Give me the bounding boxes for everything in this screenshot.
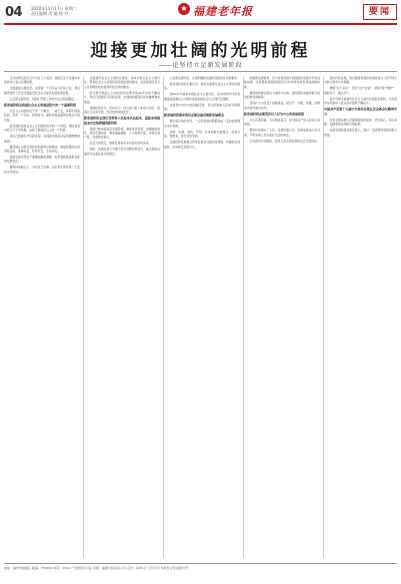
- article-paragraph: 同时，我国发展不平衡不充分问题仍然突出，重点领域关键环节改革任务仍然艰巨。: [84, 147, 160, 156]
- article-paragraph: 新发展阶段是社会主义初级阶段中的一个阶段，同时是其中经过几十年积累、站到了新的起点上的一个阶段。: [4, 123, 80, 133]
- article-column-1: [4, 76, 80, 558]
- article-paragraph: 创新、协调、绿色、开放、共享的新发展理念，是管全局、管根本、管长远的导向。: [164, 129, 240, 139]
- page-number: 04: [5, 5, 23, 20]
- paper-emblem-icon: ★: [178, 3, 190, 15]
- article-paragraph: 要加快构建以国内大循环为主体、国内国际双循环相互促进的新发展格局。: [244, 90, 320, 100]
- article-paragraph: 我国经济实力、科技实力、综合国力跃上新的大台阶，经济运行总体平稳，经济结构持续优化。: [84, 105, 160, 115]
- paper-name: 福建老年报: [193, 5, 253, 18]
- section-tag: 要闻: [363, 4, 397, 20]
- subheadline: ——论坚持立足新发展阶段: [158, 62, 243, 69]
- article-paragraph: 新发展阶段的主要任务，就是全面建设社会主义现代化国家。: [164, 82, 240, 91]
- footer-text: 地址：福州市鼓楼区 邮编：350001 电话：0591 广告经营许可证 印刷：福建日报印务公司 定价：每份1元 全年订价 本报发行部 邮发代号: [4, 566, 189, 570]
- editor-line: 责任编辑 美 编 校 对: [31, 11, 69, 16]
- article-paragraph: 我们已经拥有开启新征程、实现新的更高目标的雄厚物质基础。: [4, 134, 80, 143]
- article-paragraph: 全党全国各族人民要紧密团结起来，坚定信心、同心同德，迎接更加壮阔的光明前程。: [324, 117, 397, 127]
- article-subheading: 新发展阶段是我国社会主义发展进程中的一个重要阶段: [4, 102, 77, 107]
- article-paragraph: 扎实推动共同富裕，促进人的全面发展和社会全面进步。: [249, 138, 320, 143]
- article-paragraph: 要保持战略定力，办好自己的事，在危机中育先机、于变局中开新局。: [4, 165, 80, 174]
- article-paragraph: 必须把新发展理念贯穿发展全过程和各领域，构建新发展格局，切实转变发展方式。: [164, 140, 240, 149]
- article-paragraph: 要坚持发展为了人民、发展依靠人民、发展成果由人民共享，不断实现人民对美好生活的向往。: [244, 128, 320, 137]
- article-paragraph: 我国已转向高质量发展阶段，制度优势显著，治理效能提升，经济长期向好，物质基础雄厚，人力资源丰富，市场空间广阔，发展韧性强大。: [84, 126, 160, 140]
- article-paragraph: 社会主义初级阶段不是一个静态、一成不变、停滞不前的阶段，而是一个动态、积极有为、始终洋溢着蓬勃生机活力的过程。: [4, 108, 80, 122]
- article-paragraph: 构建新发展格局，是与时俱进提升我国经济发展水平的战略抉择，也是塑造我国国际经济合作和竞争新优势的战略抉择。: [244, 76, 320, 89]
- date-line: 2020年11月17日 星期二: [31, 6, 77, 11]
- article-paragraph: 经过新中国成立以来特别是改革开放40多年的不懈奋斗，我们已经拥有开启新征程、实现新的更高目标的雄厚物质基础。: [84, 90, 160, 104]
- article-paragraph: 立足新发展阶段，是我们开展工作的出发点和落脚点。: [9, 96, 77, 101]
- article-paragraph: 在新发展阶段的新征程上，我们一定能够创造新的更大奇迹。: [324, 128, 397, 137]
- date-info: [31, 6, 77, 16]
- footer: [4, 566, 397, 570]
- article-paragraph: 立足新发展阶段，必须把握新发展阶段的新任务新要求。: [169, 76, 240, 80]
- article-paragraph: 要深刻认识新发展阶段的新特征新要求，增强机遇意识和风险意识，准确识变、科学应变、主动求变。: [4, 144, 80, 153]
- article-paragraph: 新时代新征程，我们要更加紧密地团结在以习近平同志为核心的党中央周围。: [324, 76, 397, 85]
- article-paragraph: 全面建设社会主义现代化国家、基本实现社会主义现代化，既是社会主义初级阶段我国发展的要求，也是我国社会主义从初级阶段向更高阶段迈进的要求。: [84, 76, 160, 89]
- masthead: [0, 0, 401, 26]
- article-paragraph: 理念是行动的先导，一定的发展实践都是由一定的发展理念来引领的。: [164, 119, 240, 128]
- footer-rule: [4, 563, 397, 564]
- article-paragraph: 全面建成小康社会、实现第一个百年奋斗目标之后，我们要乘势而上开启全面建设社会主义现代化国家新征程。: [4, 86, 80, 95]
- article-paragraph: 坚持扩大内需这个战略基点，使生产、分配、流通、消费更多依托国内市场。: [244, 101, 320, 110]
- article-paragraph: 到2035年基本实现社会主义现代化，到本世纪中叶把我国建成富强民主文明和谐美丽的社会主义现代化强国。: [164, 92, 240, 101]
- headline-rule: [4, 71, 397, 72]
- article-subheading: 新发展阶段要求我们必须全面贯彻新发展理念: [164, 113, 225, 118]
- article-column-4: [244, 76, 320, 558]
- article-paragraph: 我国发展仍然处于重要战略机遇期，但机遇和挑战都有新的发展变化。: [4, 154, 80, 164]
- article-paragraph: 当今世界正经历百年未有之大变局，我国正处于实现中华民族伟大复兴关键时期。: [4, 76, 80, 85]
- article-column-5: [324, 76, 397, 558]
- article-paragraph: 社会大局稳定，继续发展具有多方面优势和条件。: [89, 141, 152, 146]
- article-column-2: [84, 76, 160, 558]
- article-column-3: [164, 76, 240, 558]
- article-paragraph: 增强“四个意识”、坚定“四个自信”、做到“两个维护”，真抓实干、埋头苦干。: [324, 86, 397, 95]
- article-subheading: 中国共产党第十九届中央委员会第五次全体会议精神学习: [324, 107, 397, 116]
- masthead-rule: [4, 23, 397, 25]
- article-paragraph: 奋力夺取全面建设社会主义现代化国家新胜利，为实现中华民族伟大复兴的中国梦不懈奋斗。: [324, 96, 397, 106]
- article-paragraph: 为人民谋幸福、为民族谋复兴，是中国共产党人的初心和使命。: [244, 117, 320, 127]
- article-subheading: 新发展阶段必须坚持以人民为中心的发展思想: [244, 111, 305, 116]
- article-subheading: 新发展阶段是我们党带领人民迎来从站起来、富起来到强起来历史性跨越的新阶段: [84, 116, 160, 125]
- article-paragraph: 这是党中央作出的战略安排，是全国各族人民的共同愿望。: [164, 102, 240, 112]
- headline: 迎接更加壮阔的光明前程: [90, 41, 311, 61]
